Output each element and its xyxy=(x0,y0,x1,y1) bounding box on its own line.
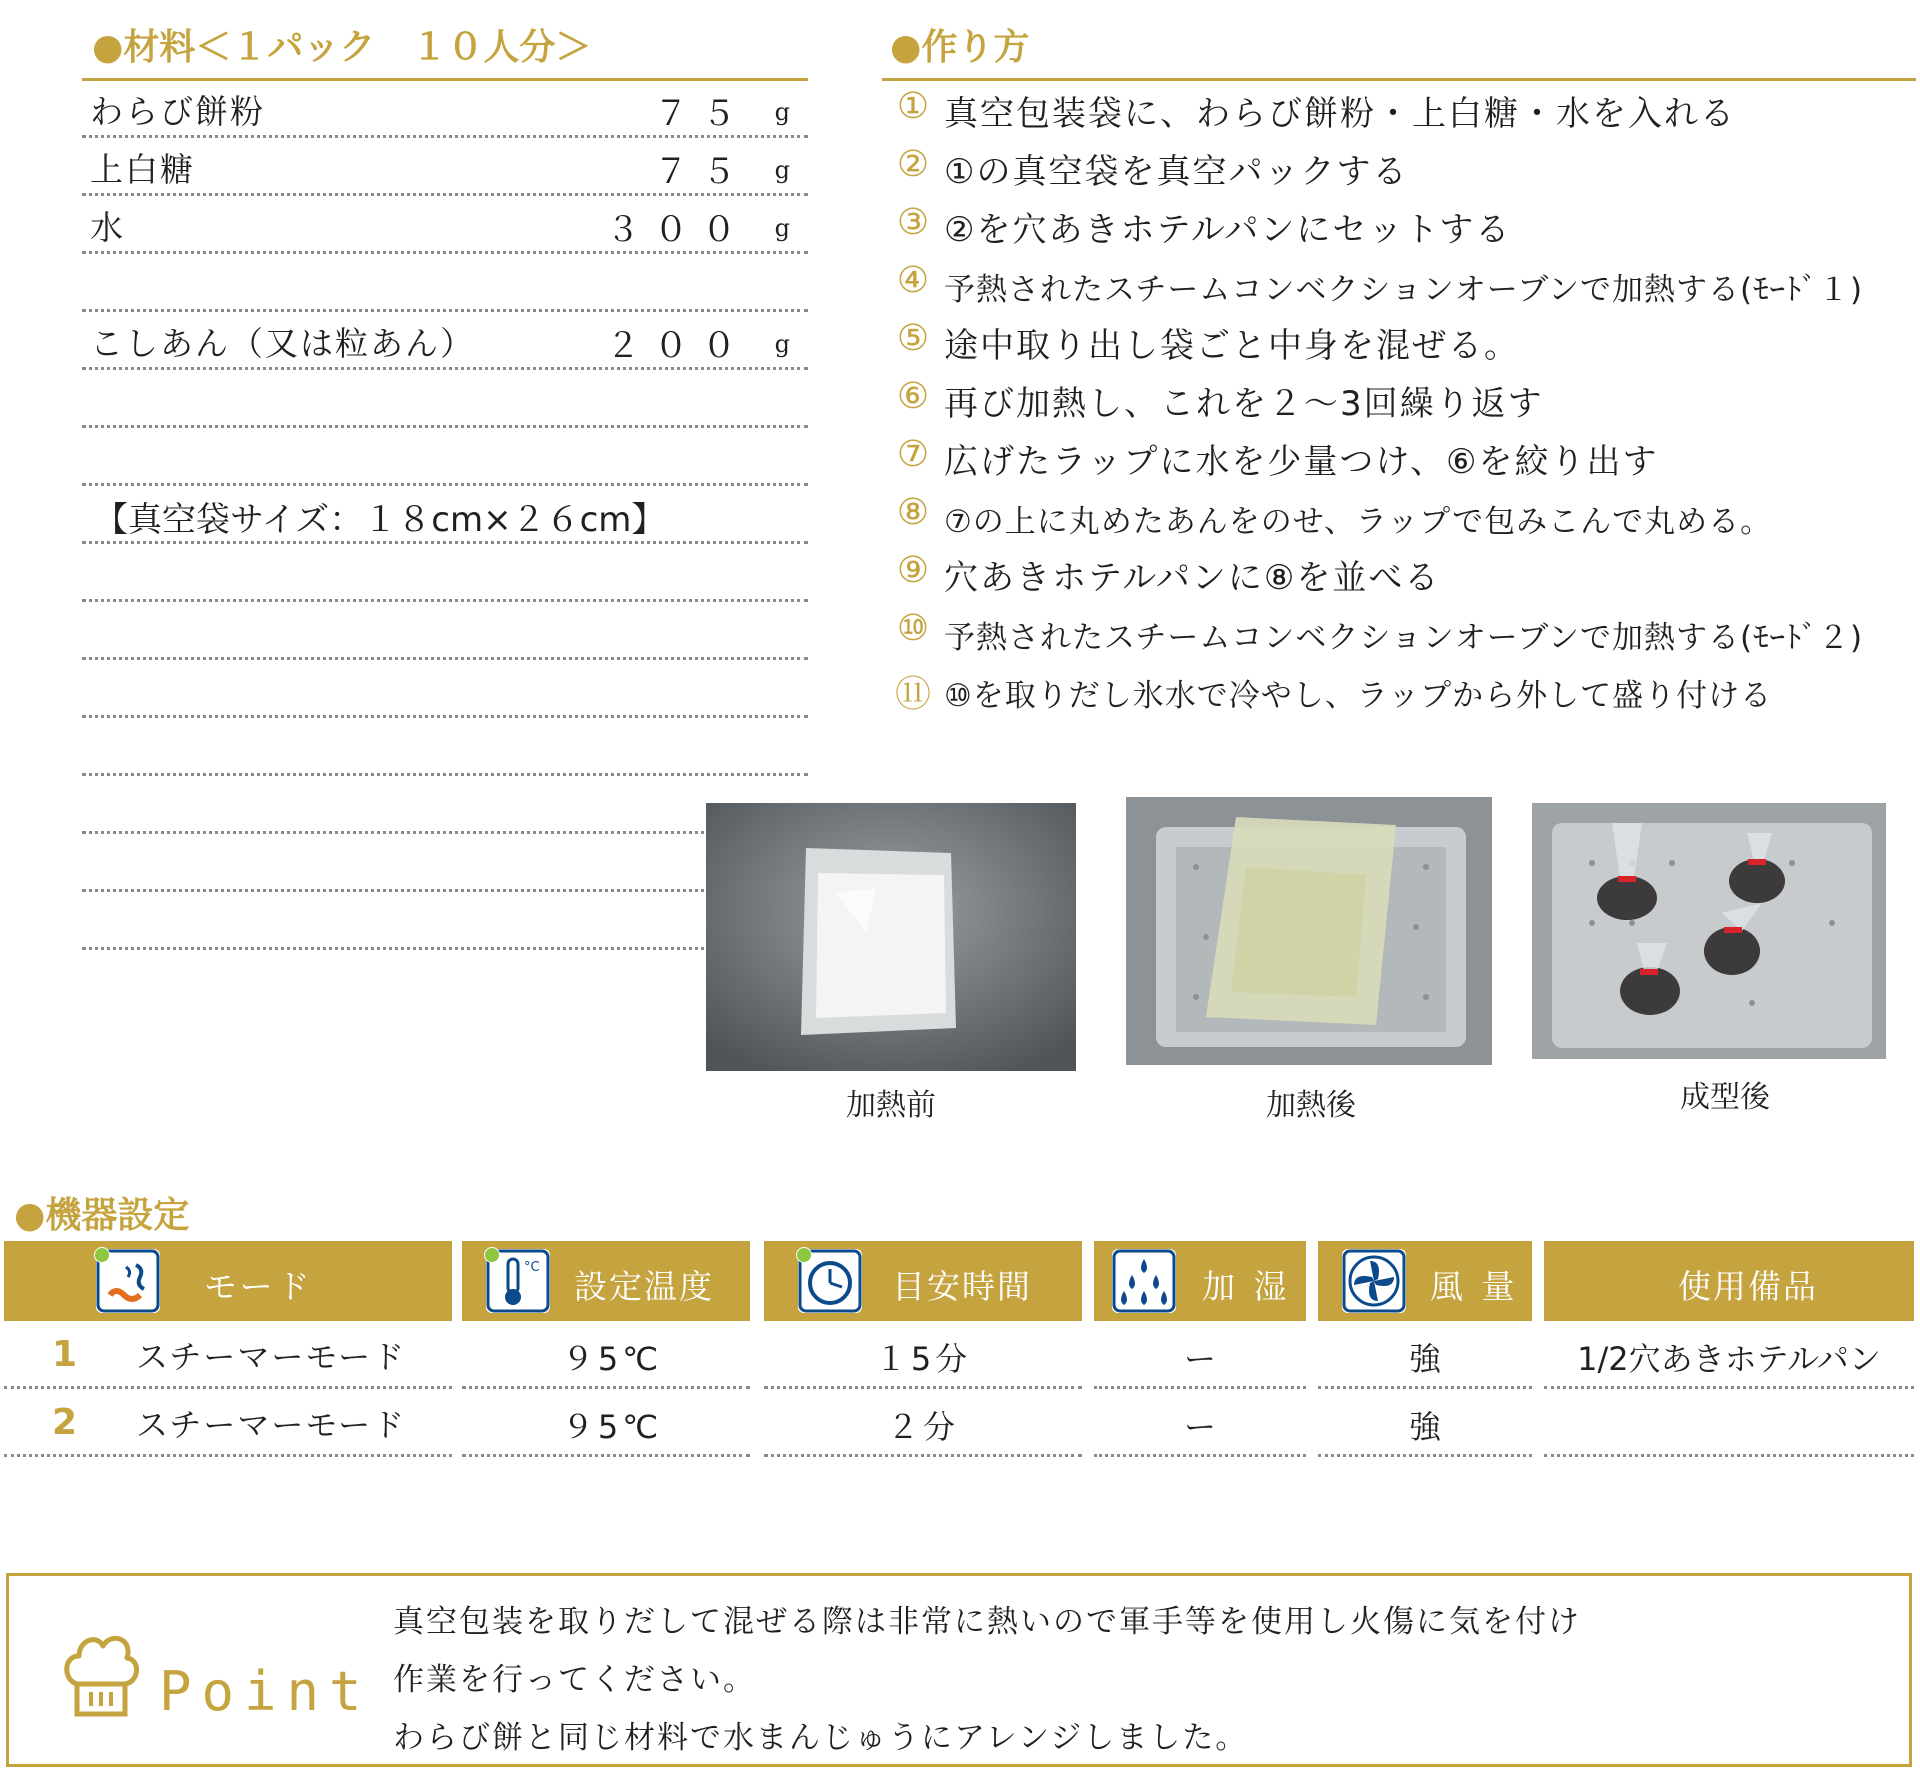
ingredient-row-empty xyxy=(82,428,808,486)
ingredient-row xyxy=(82,80,808,138)
header-fan xyxy=(1318,1241,1532,1321)
ingredient-name: 水 xyxy=(90,208,125,247)
cell-mode: スチーマーモード xyxy=(136,1338,407,1376)
cell-equipment: 1/2穴あきホテルパン xyxy=(1577,1340,1881,1378)
status-dot xyxy=(94,1247,110,1263)
row-divider xyxy=(1544,1386,1914,1389)
ingredient-row-empty xyxy=(82,776,808,834)
row-divider xyxy=(4,1386,452,1389)
status-dot xyxy=(796,1247,812,1263)
ingredient-unit: g xyxy=(774,214,790,242)
photo-after-shaping xyxy=(1532,803,1886,1059)
row-number: 2 xyxy=(52,1402,78,1443)
bag-size-note: 【真空袋サイズ：１８cm×２６cm】 xyxy=(94,500,666,540)
cell-humidity: ー xyxy=(1183,1408,1216,1446)
step-number: ① xyxy=(896,86,930,127)
clock-icon xyxy=(798,1249,862,1313)
ingredient-row-empty xyxy=(82,718,808,776)
step-item xyxy=(890,140,1920,198)
step-number: ⑧ xyxy=(896,492,930,533)
header-time xyxy=(764,1241,1082,1321)
row-divider xyxy=(4,1454,452,1457)
row-divider xyxy=(462,1454,750,1457)
ingredient-unit: g xyxy=(774,156,790,184)
ingredient-row xyxy=(82,138,808,196)
chef-hat-icon xyxy=(61,1626,141,1722)
step-number: ⑪ xyxy=(894,674,931,715)
step-item xyxy=(890,82,1920,140)
ingredient-name: 上白糖 xyxy=(90,150,195,189)
method-title: ●作り方 xyxy=(890,27,1030,68)
point-label: Point xyxy=(159,1660,372,1723)
step-item xyxy=(890,488,1920,546)
point-text: 作業を行ってください。 xyxy=(393,1662,756,1698)
step-item xyxy=(890,430,1920,488)
bag-size-row xyxy=(82,486,808,544)
method-rule xyxy=(882,78,1916,81)
step-item xyxy=(890,198,1920,256)
step-text: 途中取り出し袋ごと中身を混ぜる。 xyxy=(944,326,1520,366)
thermometer-icon xyxy=(486,1249,550,1313)
photo-after-heating xyxy=(1126,797,1492,1065)
step-number: ② xyxy=(896,144,930,185)
header-label: 加 湿 xyxy=(1202,1267,1291,1306)
ingredient-unit: g xyxy=(774,98,790,126)
water-drops-icon xyxy=(1112,1249,1176,1313)
step-text: 予熱されたスチームコンベクションオーブンで加熱する(ﾓｰﾄﾞ２) xyxy=(944,620,1864,656)
step-text: ⑦の上に丸めたあんをのせ、ラップで包みこんで丸める。 xyxy=(944,504,1773,540)
header-humidity xyxy=(1094,1241,1306,1321)
photo-before-heating xyxy=(706,803,1076,1071)
row-divider xyxy=(1318,1386,1532,1389)
ingredient-amount: ２００ xyxy=(606,326,750,366)
ingredient-row-empty xyxy=(82,834,808,892)
step-number: ④ xyxy=(896,260,930,301)
row-divider xyxy=(1094,1386,1306,1389)
ingredients-list xyxy=(82,80,808,950)
method-steps xyxy=(890,82,1920,720)
ingredient-row xyxy=(82,254,808,312)
step-text: ①の真空袋を真空パックする xyxy=(944,152,1409,192)
step-text: 真空包装袋に、わらび餅粉・上白糖・水を入れる xyxy=(944,94,1736,134)
ingredient-row xyxy=(82,312,808,370)
step-item xyxy=(890,256,1920,314)
ingredient-row xyxy=(82,196,808,254)
step-number: ⑥ xyxy=(896,376,930,417)
cell-temp: ９5℃ xyxy=(561,1340,663,1378)
step-number: ⑨ xyxy=(896,550,930,591)
step-text: 予熱されたスチームコンベクションオーブンで加熱する(ﾓｰﾄﾞ１) xyxy=(944,272,1864,308)
cell-temp: ９5℃ xyxy=(561,1408,663,1446)
step-number: ⑦ xyxy=(896,434,930,475)
step-item xyxy=(890,546,1920,604)
cell-time: １5分 xyxy=(874,1340,972,1378)
cell-humidity: ー xyxy=(1183,1340,1216,1378)
step-number: ⑩ xyxy=(896,608,930,649)
row-divider xyxy=(764,1386,1082,1389)
step-text: ⑩を取りだし氷水で冷やし、ラップから外して盛り付ける xyxy=(944,678,1773,714)
cell-fan: 強 xyxy=(1408,1340,1441,1378)
header-mode xyxy=(4,1241,452,1321)
steam-mode-icon xyxy=(96,1249,160,1313)
step-text: ②を穴あきホテルパンにセットする xyxy=(944,210,1512,250)
header-label: 設定温度 xyxy=(574,1267,714,1306)
ingredient-unit: g xyxy=(774,330,790,358)
ingredient-row-empty xyxy=(82,602,808,660)
row-divider xyxy=(1544,1454,1914,1457)
ingredient-row-empty xyxy=(82,370,808,428)
header-temp xyxy=(462,1241,750,1321)
ingredient-name: こしあん（又は粒あん） xyxy=(90,324,475,363)
photo-caption: 成型後 xyxy=(1680,1080,1770,1115)
row-divider xyxy=(1094,1454,1306,1457)
ingredient-amount: ７５ xyxy=(654,94,750,134)
ingredient-amount: ３００ xyxy=(606,210,750,250)
cell-fan: 強 xyxy=(1408,1408,1441,1446)
svg-text:°C: °C xyxy=(524,1260,540,1275)
status-dot xyxy=(484,1247,500,1263)
ingredient-row-empty xyxy=(82,660,808,718)
row-divider xyxy=(1318,1454,1532,1457)
header-label: 使用備品 xyxy=(1678,1267,1818,1306)
step-item xyxy=(890,604,1920,662)
header-equipment xyxy=(1544,1241,1914,1321)
fan-icon xyxy=(1342,1249,1406,1313)
row-divider xyxy=(462,1386,750,1389)
row-number: 1 xyxy=(52,1334,78,1375)
cell-time: ２分 xyxy=(886,1408,959,1446)
step-text: 穴あきホテルパンに⑧を並べる xyxy=(944,558,1441,598)
step-item xyxy=(890,372,1920,430)
ingredient-row-empty xyxy=(82,544,808,602)
step-item xyxy=(890,314,1920,372)
header-label: 風 量 xyxy=(1430,1267,1519,1306)
ingredients-title: ●材料＜１パック １０人分＞ xyxy=(92,27,592,68)
ingredient-name: わらび餅粉 xyxy=(90,92,265,131)
point-box xyxy=(6,1573,1912,1767)
photo-caption: 加熱後 xyxy=(1266,1088,1356,1123)
header-label: モード xyxy=(204,1267,314,1306)
point-text: わらび餅と同じ材料で水まんじゅうにアレンジしました。 xyxy=(393,1720,1249,1756)
photo-caption: 加熱前 xyxy=(846,1088,936,1123)
settings-title: ●機器設定 xyxy=(14,1195,190,1236)
ingredient-row-empty xyxy=(82,892,808,950)
step-item xyxy=(890,662,1920,720)
ingredient-amount: ７５ xyxy=(654,152,750,192)
step-text: 広げたラップに水を少量つけ、⑥を絞り出す xyxy=(944,442,1659,482)
header-label: 目安時間 xyxy=(892,1267,1032,1306)
row-divider xyxy=(764,1454,1082,1457)
step-number: ⑤ xyxy=(896,318,930,359)
cell-mode: スチーマーモード xyxy=(136,1406,407,1444)
step-text: 再び加熱し、これを２～3回繰り返す xyxy=(944,384,1544,424)
point-text: 真空包装を取りだして混ぜる際は非常に熱いので軍手等を使用し火傷に気を付け xyxy=(393,1604,1581,1640)
step-number: ③ xyxy=(896,202,930,243)
